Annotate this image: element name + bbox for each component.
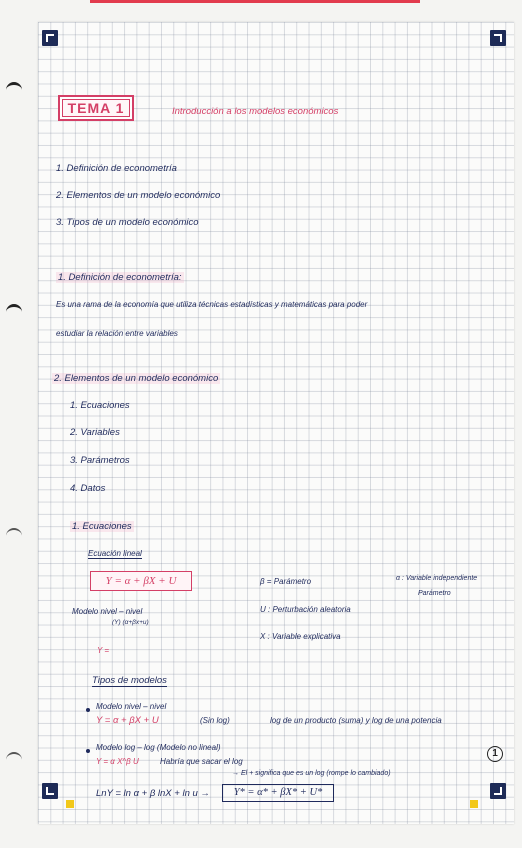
legend-x: X : Variable explicativa <box>260 632 341 641</box>
top-color-strip <box>90 0 420 3</box>
tipo1-side-note: log de un producto (suma) y log de una potencia <box>270 716 442 725</box>
tipos-heading-text: Tipos de modelos <box>92 675 167 686</box>
modelo-sub: (Y) (α+βx+u) <box>112 619 149 626</box>
tipo1-title: Modelo nivel – nivel <box>96 702 167 711</box>
index-item-2: 2. Elementos de un modelo económico <box>56 190 221 201</box>
tipo1-note: (Sin log) <box>200 716 230 725</box>
section1-heading <box>56 272 184 283</box>
corner-marker-top-right <box>490 30 506 46</box>
final-equation-box: Y* = α* + βX* + U* <box>222 784 334 802</box>
corner-marker-bottom-right <box>490 783 506 799</box>
bullet-1 <box>86 708 90 712</box>
legend-alpha-sub: Parámetro <box>418 590 451 597</box>
legend-alpha: α : Variable independiente <box>396 575 478 582</box>
index-item-1: 1. Definición de econometría <box>56 163 177 174</box>
tipo2-title: Modelo log – log (Modelo no lineal) <box>96 743 221 752</box>
equations-heading <box>70 521 134 532</box>
corner-marker-top-left <box>42 30 58 46</box>
page-title: Introducción a los modelos económicos <box>172 106 339 117</box>
tipos-heading <box>92 675 167 686</box>
boxed-equation: Y = α + βX + U <box>90 571 192 591</box>
element-item-1: 1. Ecuaciones <box>70 400 130 411</box>
element-item-2: 2. Variables <box>70 427 120 438</box>
section1-text-line1: Es una rama de la economía que utiliza técnicas estadísticas y matemáticas para poder <box>56 300 368 309</box>
binder-hole-3 <box>6 528 24 538</box>
section1-text-line2: estudiar la relación entre variables <box>56 329 178 338</box>
tipo1-equation: Y = α + βX + U <box>96 715 159 726</box>
binder-hole-1 <box>6 82 24 92</box>
legend-beta: β = Parámetro <box>260 577 312 586</box>
section2-heading <box>52 373 220 384</box>
yellow-marker-left <box>66 800 74 808</box>
modelo-label: Modelo nivel – nivel <box>72 607 143 616</box>
section2-heading-text: 2. Elementos de un modelo económico <box>54 373 219 384</box>
element-item-4: 4. Datos <box>70 483 106 494</box>
index-item-3: 3. Tipos de un modelo económico <box>56 217 199 228</box>
section1-heading-text: 1. Definición de econometría: <box>58 272 182 283</box>
corner-marker-bottom-left <box>42 783 58 799</box>
element-item-3: 3. Parámetros <box>70 455 130 466</box>
y-equation: Y = <box>97 646 110 655</box>
equations-subheading <box>88 549 142 558</box>
yellow-marker-right <box>470 800 478 808</box>
legend-u: U : Perturbación aleatoria <box>260 605 351 614</box>
page-number: 1 <box>487 746 503 762</box>
binder-hole-2 <box>6 304 24 314</box>
equations-subheading-text: Ecuación lineal <box>88 549 142 558</box>
bullet-2 <box>86 749 90 753</box>
equations-heading-text: 1. Ecuaciones <box>72 521 132 532</box>
tipo2-note: Habría que sacar el log <box>160 757 243 766</box>
binder-hole-4 <box>6 752 24 762</box>
tipo2-equation: Y = α X^β U <box>96 757 139 766</box>
tipo2-arrow-note: → El + significa que es un log (rompe lo cambiado) <box>232 770 391 777</box>
final-equation-left: LnY = ln α + β lnX + ln u → <box>96 788 210 799</box>
title-box: TEMA 1 <box>58 95 134 121</box>
